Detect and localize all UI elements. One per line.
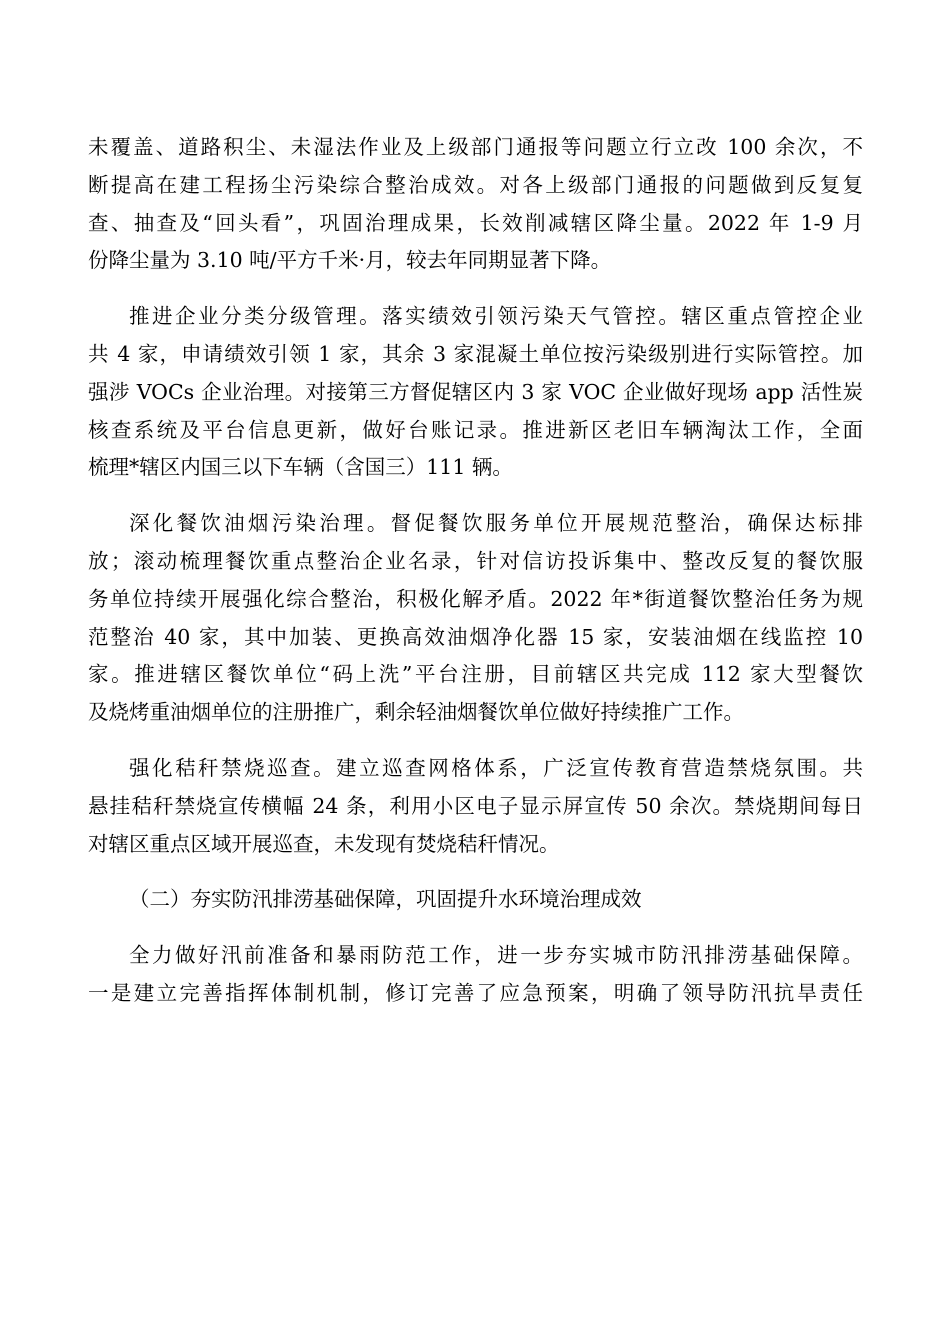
text-line: 查、抽查及“回头看”，巩固治理成果，长效削减辖区降尘量。2022 年 1-9 月 bbox=[88, 210, 863, 235]
paragraph-catering-fumes bbox=[88, 505, 863, 732]
document-page bbox=[88, 129, 863, 1013]
text-line: 强化秸秆禁烧巡查。建立巡查网格体系，广泛宣传教育营造禁烧氛围。共 bbox=[129, 755, 863, 780]
paragraph-flood-preparation bbox=[88, 937, 863, 1013]
heading-text: （二）夯实防汛排涝基础保障，巩固提升水环境治理成效 bbox=[129, 887, 642, 912]
text-line: 放；滚动梳理餐饮重点整治企业名录，针对信访投诉集中、整改反复的餐饮服 bbox=[88, 548, 863, 573]
text-line: 份降尘量为 3.10 吨/平方千米·月，较去年同期显著下降。 bbox=[88, 248, 612, 273]
text-line: 未覆盖、道路积尘、未湿法作业及上级部门通报等问题立行立改 100 余次，不 bbox=[88, 135, 863, 159]
text-line: 梳理*辖区内国三以下车辆（含国三）111 辆。 bbox=[88, 455, 513, 480]
paragraph-enterprise-management bbox=[88, 298, 863, 487]
text-line: 对辖区重点区域开展巡查，未发现有焚烧秸秆情况。 bbox=[88, 831, 560, 856]
text-line: 强涉 VOCs 企业治理。对接第三方督促辖区内 3 家 VOC 企业做好现场 app 活性炭 bbox=[88, 379, 863, 404]
text-line: 全力做好汛前准备和暴雨防范工作，进一步夯实城市防汛排涝基础保障。 bbox=[129, 943, 863, 968]
text-line: 推进企业分类分级管理。落实绩效引领污染天气管控。辖区重点管控企业 bbox=[129, 304, 863, 329]
paragraph-straw-burning bbox=[88, 750, 863, 863]
text-line: 核查系统及平台信息更新，做好台账记录。推进新区老旧车辆淘汰工作，全面 bbox=[88, 417, 863, 442]
text-line: 一是建立完善指挥体制机制，修订完善了应急预案，明确了领导防汛抗旱责任 bbox=[88, 980, 863, 1005]
text-line: 深化餐饮油烟污染治理。督促餐饮服务单位开展规范整治，确保达标排 bbox=[129, 511, 863, 536]
text-line: 共 4 家，申请绩效引领 1 家，其余 3 家混凝土单位按污染级别进行实际管控。加 bbox=[88, 341, 863, 366]
text-line: 悬挂秸秆禁烧宣传横幅 24 条，利用小区电子显示屏宣传 50 余次。禁烧期间每日 bbox=[88, 793, 864, 818]
text-line: 范整治 40 家，其中加装、更换高效油烟净化器 15 家，安装油烟在线监控 10 bbox=[88, 624, 863, 649]
text-line: 断提高在建工程扬尘污染综合整治成效。对各上级部门通报的问题做到反复复 bbox=[88, 172, 863, 197]
text-line: 家。推进辖区餐饮单位“码上洗”平台注册，目前辖区共完成 112 家大型餐饮 bbox=[88, 662, 863, 687]
paragraph-dust-control-continuation bbox=[88, 129, 863, 280]
text-line: 务单位持续开展强化综合整治，积极化解矛盾。2022 年*街道餐饮整治任务为规 bbox=[88, 586, 863, 611]
section-heading-flood-control bbox=[88, 881, 863, 919]
text-line: 及烧烤重油烟单位的注册推广，剩余轻油烟餐饮单位做好持续推广工作。 bbox=[88, 700, 744, 725]
